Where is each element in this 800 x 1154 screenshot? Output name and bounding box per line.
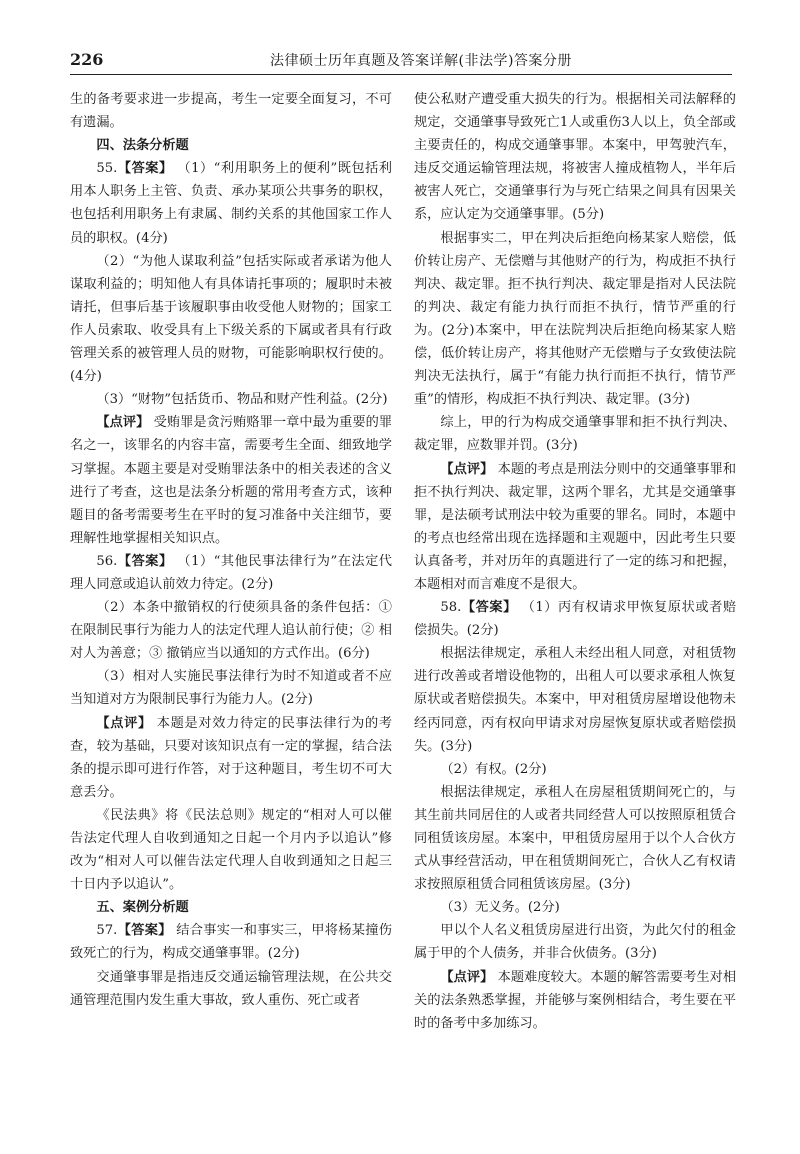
review-text: 受贿罪是贪污贿赂罪一章中最为重要的罪名之一，该罪名的内容丰富，需要考生全面、细致地学习掌握。本题主要是对受贿罪法条中的相关表述的含义进行了考查，这也是法条分析题的常用考查方式，该种题目的备考需要考生在平时的复习准备中关注细节，要理解性地掌握相关知识点。	[70, 415, 393, 546]
review-text: 本题的考点是刑法分则中的交通肇事罪和拒不执行判决、裁定罪，这两个罪名，尤其是交通肇事罪，是法硕考试刑法中较为重要的罪名。同时，本题中的考点也经常出现在选择题和主观题中，因此考生只要认真备考，并对历年的真题进行了一定的练习和把握，本题相对而言难度不是很大。	[414, 461, 737, 592]
question-number: 56.	[96, 553, 118, 569]
book-title: 法律硕士历年真题及答案详解(非法学)答案分册	[270, 53, 572, 69]
paragraph: 《民法典》将《民法总则》规定的“相对人可以催告法定代理人自收到通知之日起一个月内予以追认”修改为“相对人可以催告法定代理人自收到通知之日起三十日内予以追认”。	[70, 807, 392, 893]
review-tag: 【点评】	[96, 715, 152, 731]
answer-paragraph	[70, 550, 392, 596]
answer-paragraph	[70, 157, 392, 249]
answer-tag: 【答案】	[117, 553, 173, 569]
left-column	[70, 88, 392, 1012]
question-number: 55.	[96, 161, 118, 177]
review-tag: 【点评】	[96, 415, 150, 431]
answer-text: （1）“其他民事法律行为”在法定代理人同意或追认前效力待定。(2分)	[70, 553, 392, 592]
answer-text: 结合事实一和事实三，甲将杨某撞伤致死亡的行为，构成交通肇事罪。(2分)	[70, 923, 392, 962]
paragraph: （2）本条中撤销权的行使须具备的条件包括：① 在限制民事行为能力人的法定代理人追认前行使；② 相对人为善意；③ 撤销应当以通知的方式作出。(6分)	[70, 600, 392, 662]
paragraph: 甲以个人名义租赁房屋进行出资，为此欠付的租金属于甲的个人债务，并非合伙债务。(3分)	[414, 923, 736, 962]
review-paragraph	[70, 411, 392, 550]
review-tag: 【点评】	[440, 969, 494, 985]
review-text: 本题是对效力待定的民事法律行为的考查，较为基础，只要对该知识点有一定的掌握，结合法条的提示即可进行作答，对于这种题目，考生切不可大意丢分。	[70, 715, 393, 800]
section-heading: 五、案例分析题	[96, 900, 189, 916]
paragraph: （2）“为他人谋取利益”包括实际或者承诺为他人谋取利益的；明知他人有具体请托事项的；履职时未被请托，但事后基于该履职事由收受他人财物的；国家工作人员索取、收受具有上下级关系的下属或者具有行政管理关系的被管理人员的财物，可能影响职权行使的。(4分)	[70, 253, 392, 385]
paragraph: （3）“财物”包括货币、物品和财产性利益。(2分)	[96, 392, 388, 408]
paragraph: （3）相对人实施民事法律行为时不知道或者不应当知道对方为限制民事行为能力人。(2分)	[70, 669, 392, 708]
answer-paragraph	[70, 919, 392, 965]
answer-text: （1）丙有权请求甲恢复原状或者赔偿损失。(2分)	[414, 600, 737, 639]
page-number: 226	[70, 50, 104, 69]
answer-paragraph	[414, 596, 736, 642]
section-heading: 四、法条分析题	[96, 138, 189, 154]
review-paragraph	[414, 458, 736, 597]
paragraph-continuation: 生的备考要求进一步提高，考生一定要全面复习，不可有遗漏。	[70, 92, 392, 131]
review-text: 本题难度较大。本题的解答需要考生对相关的法条熟悉掌握，并能够与案例相结合，考生要在平时的备考中多加练习。	[414, 969, 737, 1031]
paragraph: 交通肇事罪是指违反交通运输管理法规，在公共交通管理范围内发生重大事故，致人重伤、死亡或者	[70, 969, 392, 1008]
paragraph: 综上，甲的行为构成交通肇事罪和拒不执行判决、裁定罪，应数罪并罚。(3分)	[414, 415, 736, 454]
review-paragraph	[70, 712, 392, 804]
paragraph: 根据法律规定，承租人未经出租人同意，对租赁物进行改善或者增设他物的，出租人可以要求承租人恢复原状或者赔偿损失。本案中，甲对租赁房屋增设他物未经丙同意，丙有权向甲请求对房屋恢复原状或者赔偿损失。(3分)	[414, 646, 736, 754]
answer-tag: 【答案】	[117, 923, 172, 939]
paragraph-continuation: 使公私财产遭受重大损失的行为。根据相关司法解释的规定，交通肇事导致死亡1人或重伤3人以上，负全部或主要责任的，构成交通肇事罪。本案中，甲驾驶汽车，违反交通运输管理法规，将被害人撞成植物人，半年后被害人死亡，交通肇事行为与死亡结果之间具有因果关系，应认定为交通肇事罪。(5分)	[414, 92, 736, 223]
page-header	[70, 44, 732, 75]
question-number: 57.	[96, 923, 118, 939]
answer-tag: 【答案】	[117, 161, 173, 177]
question-number: 58.	[440, 600, 462, 616]
review-tag: 【点评】	[440, 461, 494, 477]
paragraph: 根据事实二，甲在判决后拒绝向杨某家人赔偿，低价转让房产、无偿赠与其他财产的行为，构成拒不执行判决、裁定罪。拒不执行判决、裁定罪是指对人民法院的判决、裁定有能力执行而拒不执行，情节严重的行为。(2分)本案中，甲在法院判决后拒绝向杨某家人赔偿，低价转让房产，将其他财产无偿赠与子女致使法院判决无法执行，属于“有能力执行而拒不执行，情节严重”的情形，构成拒不执行判决、裁定罪。(3分)	[414, 230, 736, 408]
review-paragraph	[414, 966, 736, 1035]
answer-text: （1）“利用职务上的便利”既包括利用本人职务上主管、负责、承办某项公共事务的职权，也包括利用职务上有隶属、制约关系的其他国家工作人员的职权。(4分)	[70, 161, 392, 246]
right-column	[414, 88, 736, 1035]
paragraph: （3）无义务。(2分)	[440, 900, 560, 916]
paragraph: （2）有权。(2分)	[440, 761, 547, 777]
answer-tag: 【答案】	[461, 600, 517, 616]
paragraph: 根据法律规定，承租人在房屋租赁期间死亡的，与其生前共同居住的人或者共同经营人可以按照原租赁合同租赁该房屋。本案中，甲租赁房屋用于以个人合伙方式从事经营活动，甲在租赁期间死亡，合伙人乙有权请求按照原租赁合同租赁该房屋。(3分)	[414, 784, 736, 893]
